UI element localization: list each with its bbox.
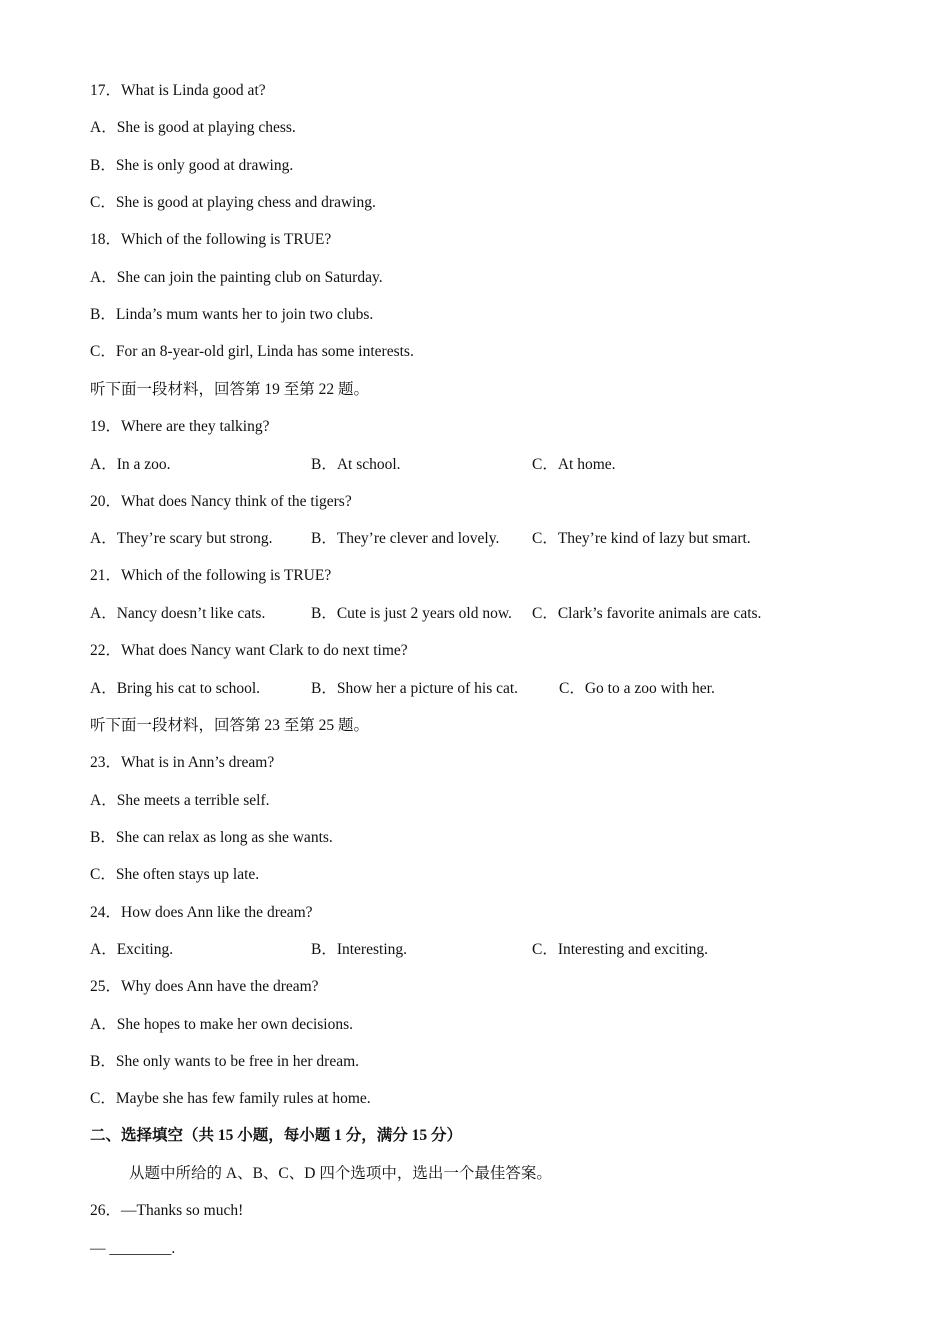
question-18-option-a: A．She can join the painting club on Saturday. xyxy=(90,269,383,286)
question-24: 24．How does Ann like the dream? xyxy=(90,904,313,921)
question-21-option-b: B．Cute is just 2 years old now. xyxy=(311,605,512,622)
question-22: 22．What does Nancy want Clark to do next time? xyxy=(90,642,408,659)
question-18: 18．Which of the following is TRUE? xyxy=(90,231,332,248)
question-26-answer-blank: — ________. xyxy=(90,1240,176,1257)
question-25-option-a: A．She hopes to make her own decisions. xyxy=(90,1016,354,1033)
section-2-heading: 二、选择填空（共 15 小题，每小题 1 分，满分 15 分） xyxy=(90,1127,463,1144)
question-19-option-c: C．At home. xyxy=(532,456,616,473)
question-20-option-a: A．They’re scary but strong. xyxy=(90,530,273,547)
question-22-option-b: B．Show her a picture of his cat. xyxy=(311,680,519,697)
question-18-option-b: B．Linda’s mum wants her to join two clubs. xyxy=(90,306,374,323)
section-2-instruction: 从题中所给的 A、B、C、D 四个选项中，选出一个最佳答案。 xyxy=(129,1165,552,1182)
question-23-option-c: C．She often stays up late. xyxy=(90,866,260,883)
question-24-option-a: A．Exciting. xyxy=(90,941,174,958)
question-17-option-a: A．She is good at playing chess. xyxy=(90,119,296,136)
question-23-option-b: B．She can relax as long as she wants. xyxy=(90,829,333,846)
listening-instruction-23-25: 听下面一段材料，回答第 23 至第 25 题。 xyxy=(90,717,370,734)
question-23-option-a: A．She meets a terrible self. xyxy=(90,792,270,809)
question-24-option-b: B．Interesting. xyxy=(311,941,407,958)
question-20-option-b: B．They’re clever and lovely. xyxy=(311,530,500,547)
question-20-option-c: C．They’re kind of lazy but smart. xyxy=(532,530,751,547)
question-23: 23．What is in Ann’s dream? xyxy=(90,754,275,771)
question-19-option-a: A．In a zoo. xyxy=(90,456,171,473)
question-19-option-b: B．At school. xyxy=(311,456,401,473)
question-25-option-b: B．She only wants to be free in her dream. xyxy=(90,1053,360,1070)
question-24-option-c: C．Interesting and exciting. xyxy=(532,941,709,958)
question-17-option-b: B．She is only good at drawing. xyxy=(90,157,294,174)
question-25-option-c: C．Maybe she has few family rules at home. xyxy=(90,1090,371,1107)
question-22-option-a: A．Bring his cat to school. xyxy=(90,680,261,697)
question-19: 19．Where are they talking? xyxy=(90,418,270,435)
question-17: 17．What is Linda good at? xyxy=(90,82,266,99)
question-17-option-c: C．She is good at playing chess and drawing. xyxy=(90,194,376,211)
question-20: 20．What does Nancy think of the tigers? xyxy=(90,493,352,510)
question-21-option-c: C．Clark’s favorite animals are cats. xyxy=(532,605,762,622)
question-26: 26．—Thanks so much! xyxy=(90,1202,244,1219)
question-25: 25．Why does Ann have the dream? xyxy=(90,978,319,995)
question-21: 21．Which of the following is TRUE? xyxy=(90,567,332,584)
question-18-option-c: C．For an 8-year-old girl, Linda has some interests. xyxy=(90,343,414,360)
question-22-option-c: C．Go to a zoo with her. xyxy=(559,680,715,697)
question-21-option-a: A．Nancy doesn’t like cats. xyxy=(90,605,266,622)
listening-instruction-19-22: 听下面一段材料，回答第 19 至第 22 题。 xyxy=(90,381,370,398)
